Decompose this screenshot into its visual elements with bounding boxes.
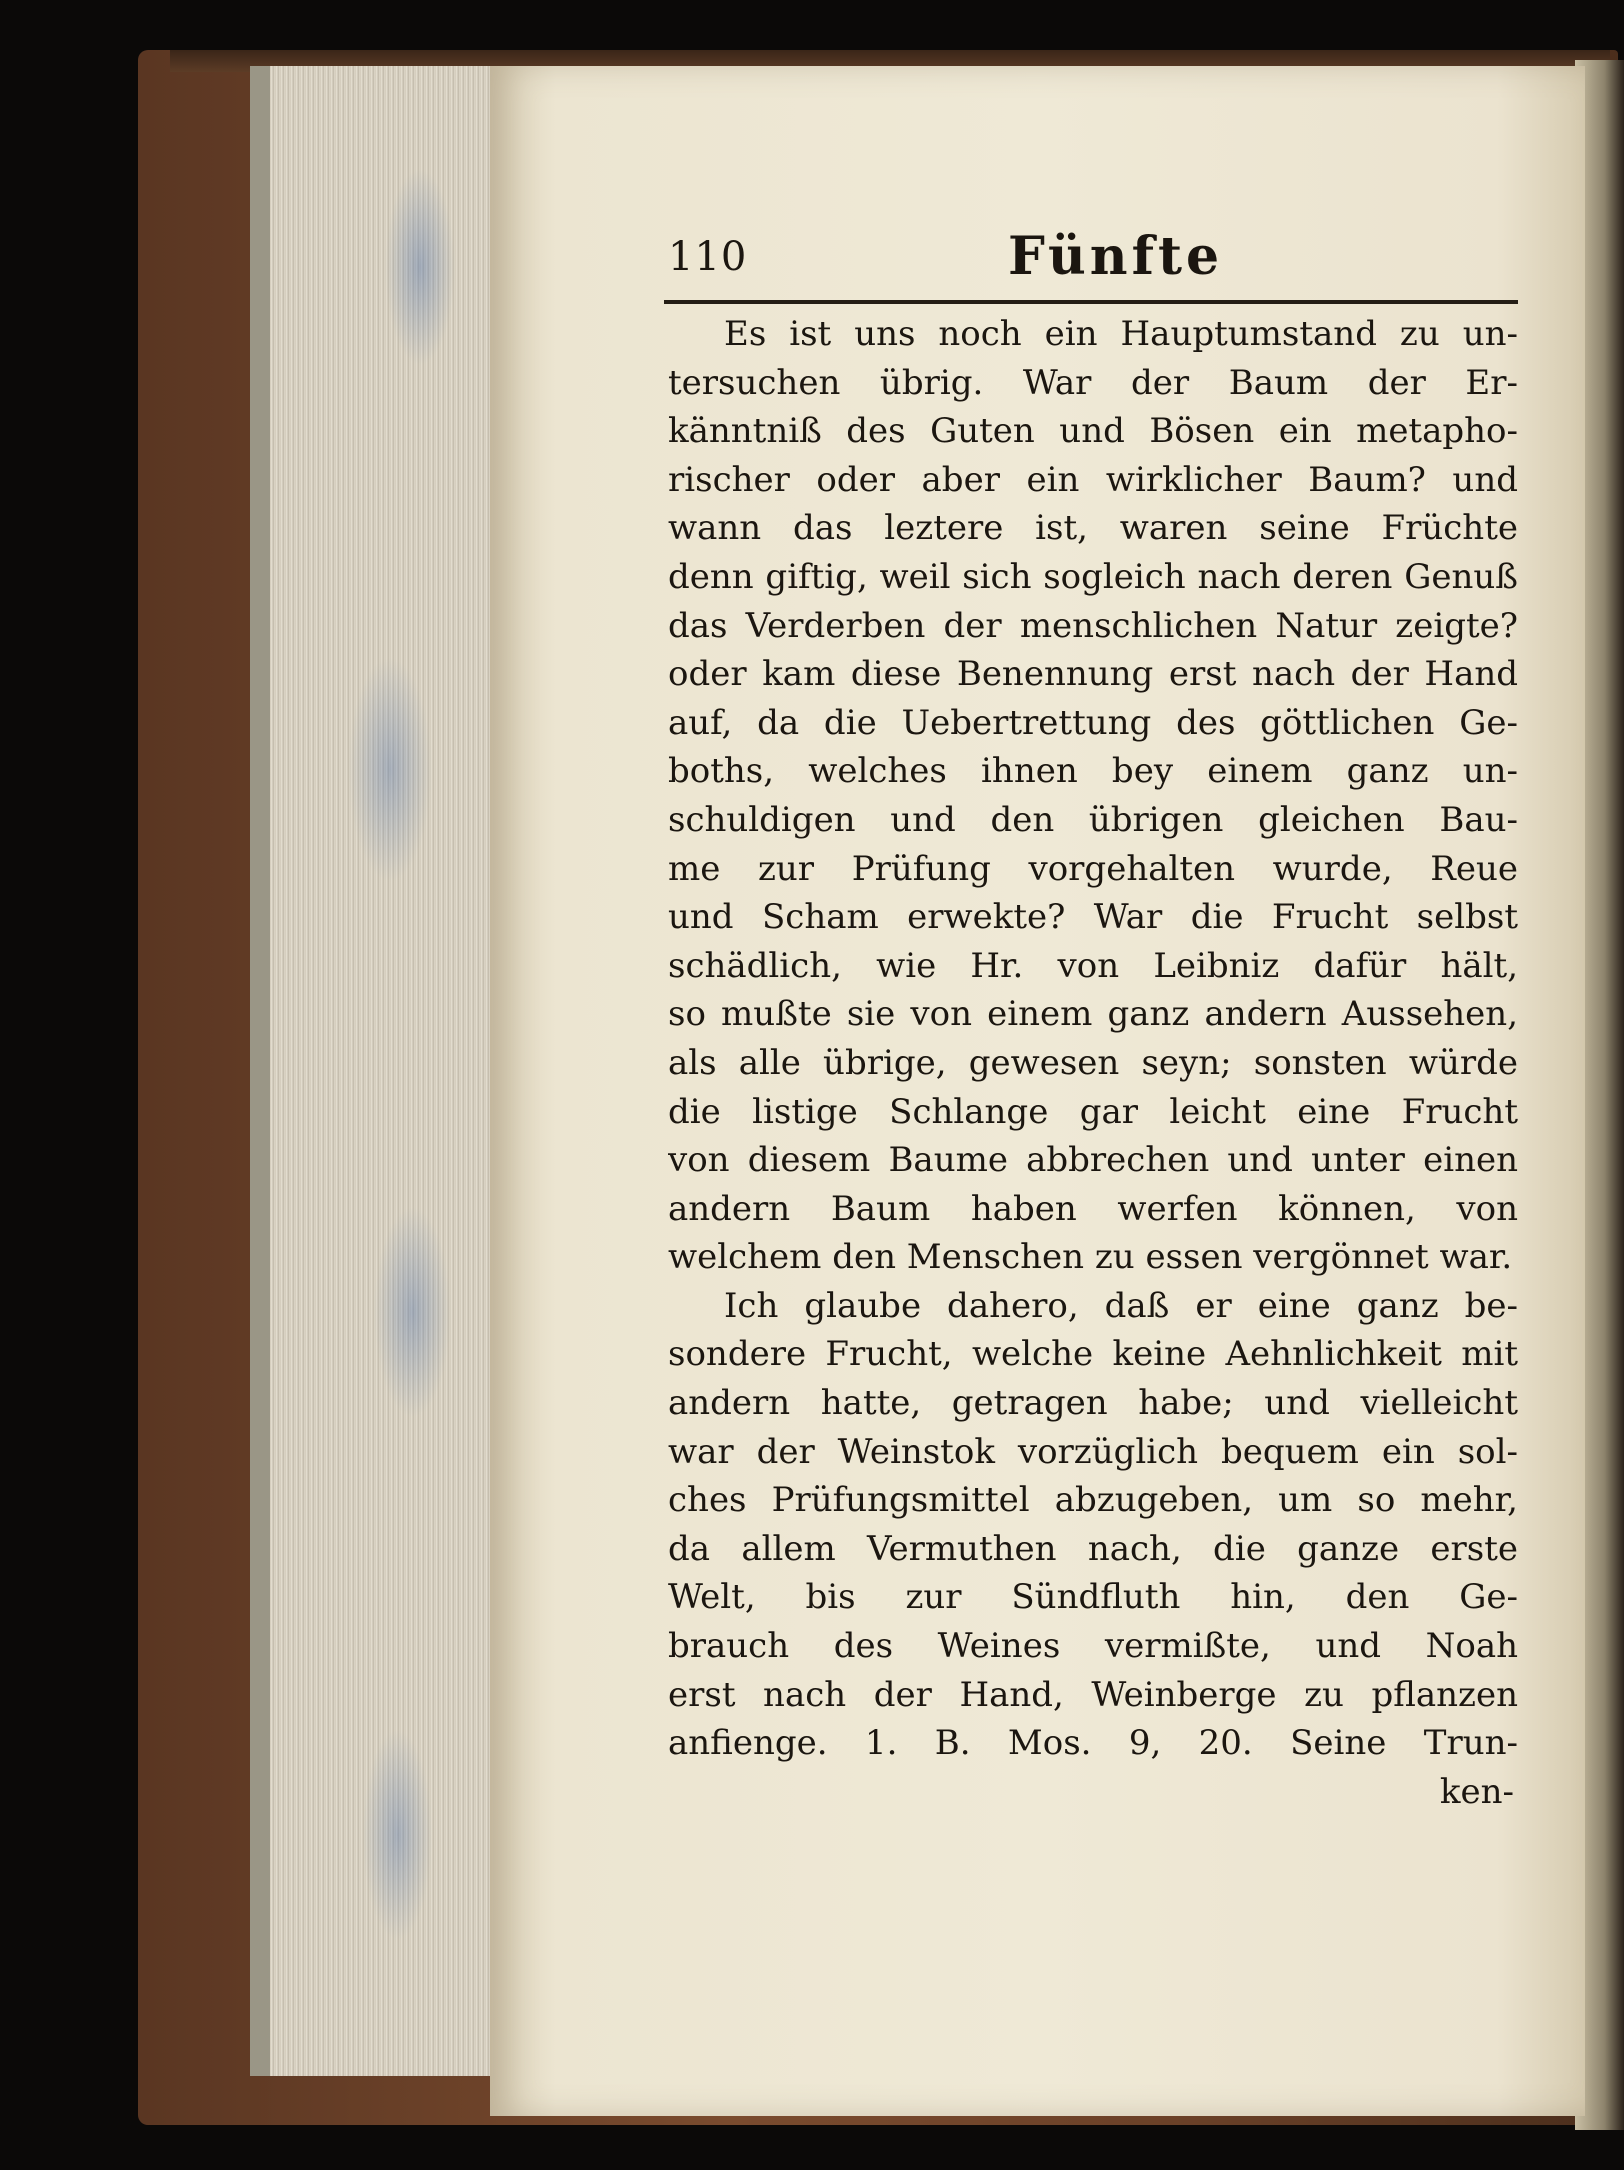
text-line: erst nach der Hand, Weinberge zu pflanzen	[668, 1674, 1518, 1715]
paragraph-2	[668, 1282, 1518, 1768]
text-line: denn giftig, weil sich sogleich nach deren Genuß	[668, 556, 1518, 597]
text-line: rischer oder aber ein wirklicher Baum? und	[668, 459, 1518, 500]
text-line: wann das leztere ist, waren seine Früchte	[668, 508, 1518, 549]
text-line: Es ist uns noch ein Hauptumstand zu un-	[724, 314, 1518, 354]
text-line: boths, welches ihnen bey einem ganz un-	[668, 751, 1518, 792]
text-line: brauch des Weines vermißte, und Noah	[668, 1626, 1518, 1667]
text-line: als alle übrige, gewesen seyn; sonsten würde	[668, 1042, 1518, 1083]
text-line: ches Prüfungsmittel abzugeben, um so mehr,	[668, 1480, 1518, 1521]
text-line: anfienge. 1. B. Mos. 9, 20. Seine Trun-	[668, 1723, 1518, 1764]
text-line: die listige Schlange gar leicht eine Frucht	[668, 1091, 1518, 1132]
text-line: me zur Prüfung vorgehalten wurde, Reue	[668, 848, 1518, 889]
text-line: andern Baum haben werfen können, von	[668, 1188, 1518, 1229]
running-head	[668, 226, 1520, 294]
marbled-edge	[330, 66, 480, 2076]
text-line: Welt, bis zur Sündfluth hin, den Ge-	[668, 1577, 1518, 1618]
text-line: schädlich, wie Hr. von Leibniz dafür hält,	[668, 945, 1518, 986]
text-line: von diesem Baume abbrechen und unter einen	[668, 1140, 1518, 1181]
page-number: 110	[668, 234, 748, 280]
catchword: ken-	[1439, 1771, 1514, 1812]
text-line: känntniß des Guten und Bösen ein metapho-	[668, 411, 1518, 452]
text-line: andern hatte, getragen habe; und vielleicht	[668, 1383, 1518, 1424]
text-line: welchem den Menschen zu essen vergönnet war.	[668, 1237, 1513, 1278]
text-line: da allem Vermuthen nach, die ganze erste	[668, 1528, 1518, 1569]
page-body	[668, 310, 1518, 1816]
text-line: Ich glaube dahero, daß er eine ganz be-	[724, 1285, 1518, 1326]
text-line: auf, da die Uebertrettung des göttlichen Ge-	[668, 702, 1518, 743]
text-line: tersuchen übrig. War der Baum der Er-	[668, 362, 1518, 403]
text-line: und Scham erwekte? War die Frucht selbst	[668, 897, 1518, 938]
text-line: war der Weinstok vorzüglich bequem ein sol-	[668, 1431, 1518, 1472]
running-title: Fünfte	[1008, 226, 1224, 287]
header-rule	[664, 300, 1518, 304]
text-line: sondere Frucht, welche keine Aehnlichkeit mit	[668, 1334, 1518, 1375]
paragraph-1	[668, 310, 1518, 1282]
text-line: oder kam diese Benennung erst nach der Hand	[668, 654, 1518, 695]
text-line: schuldigen und den übrigen gleichen Bau-	[668, 799, 1518, 840]
text-line: so mußte sie von einem ganz andern Aussehen,	[668, 994, 1518, 1035]
text-line: das Verderben der menschlichen Natur zeigte?	[668, 605, 1518, 646]
